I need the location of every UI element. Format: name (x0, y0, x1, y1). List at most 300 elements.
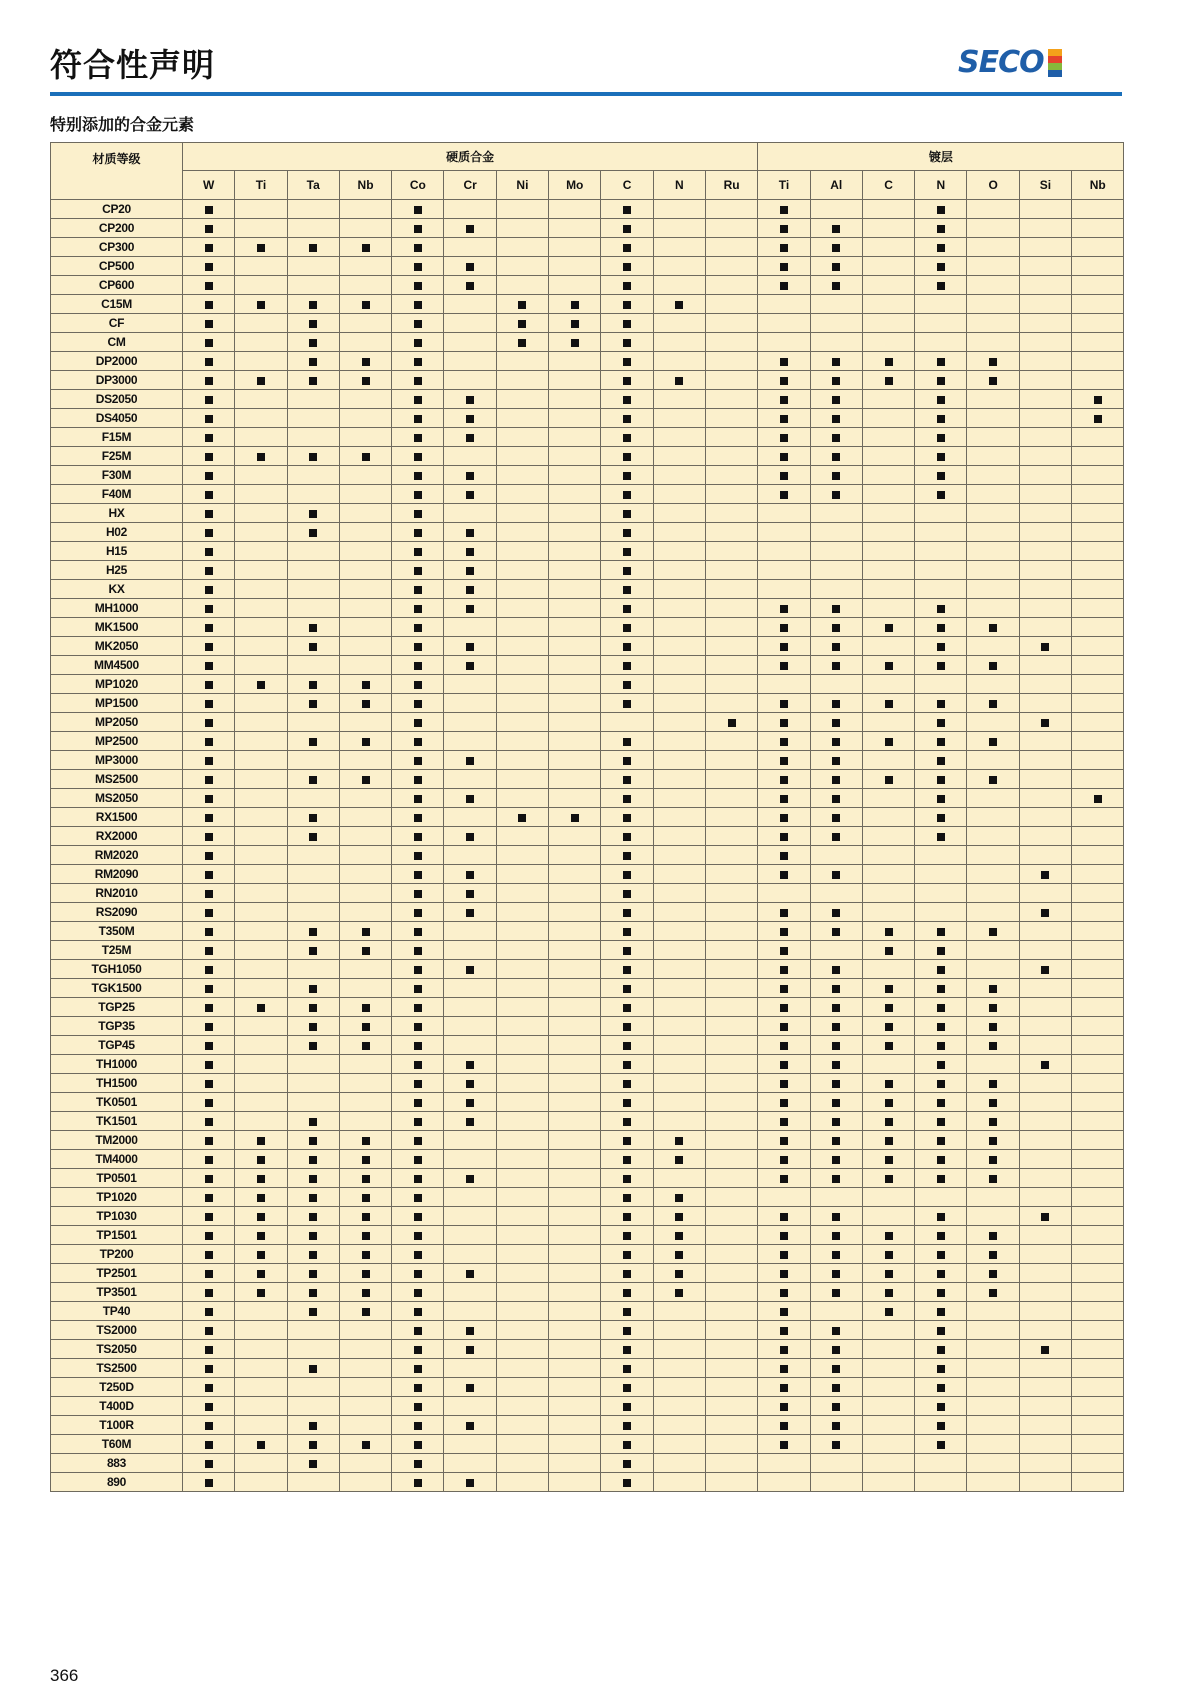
table-row (51, 1435, 1124, 1454)
element-cell (1019, 542, 1071, 561)
element-cell (549, 846, 601, 865)
present-mark (937, 1403, 945, 1411)
element-cell (183, 428, 235, 447)
present-mark (623, 1327, 631, 1335)
element-cell (705, 998, 757, 1017)
element-cell (1019, 580, 1071, 599)
element-cell (915, 200, 967, 219)
element-cell (1019, 618, 1071, 637)
element-cell (862, 352, 914, 371)
present-mark (937, 814, 945, 822)
element-cell (653, 1245, 705, 1264)
element-header-row (51, 171, 1124, 200)
present-mark (414, 377, 422, 385)
element-cell (287, 200, 339, 219)
element-cell (444, 428, 496, 447)
table-row (51, 1378, 1124, 1397)
element-cell (287, 485, 339, 504)
element-cell (862, 1264, 914, 1283)
present-mark (309, 1194, 317, 1202)
present-mark (780, 225, 788, 233)
element-cell (915, 732, 967, 751)
element-cell (183, 656, 235, 675)
present-mark (885, 1023, 893, 1031)
element-cell (549, 922, 601, 941)
present-mark (832, 1289, 840, 1297)
present-mark (414, 605, 422, 613)
element-cell (444, 1074, 496, 1093)
present-mark (466, 890, 474, 898)
element-cell (862, 846, 914, 865)
element-column-header: Cr (444, 171, 496, 200)
element-cell (287, 865, 339, 884)
present-mark (937, 453, 945, 461)
element-cell (1019, 1093, 1071, 1112)
present-mark (937, 1251, 945, 1259)
element-cell (235, 846, 287, 865)
element-cell (601, 1264, 653, 1283)
present-mark (309, 1004, 317, 1012)
element-cell (810, 390, 862, 409)
present-mark (937, 947, 945, 955)
element-cell (496, 1245, 548, 1264)
element-cell (705, 295, 757, 314)
element-cell (915, 257, 967, 276)
element-cell (287, 1055, 339, 1074)
element-cell (392, 542, 444, 561)
present-mark (362, 776, 370, 784)
element-cell (339, 941, 391, 960)
element-cell (444, 580, 496, 599)
element-cell (601, 1017, 653, 1036)
element-cell (601, 1397, 653, 1416)
element-cell (287, 466, 339, 485)
element-cell (287, 219, 339, 238)
present-mark (780, 377, 788, 385)
group-header: 镀层 (758, 143, 1124, 171)
element-cell (392, 1359, 444, 1378)
element-cell (705, 333, 757, 352)
present-mark (937, 966, 945, 974)
element-cell (549, 713, 601, 732)
element-cell (1072, 333, 1124, 352)
table-row (51, 751, 1124, 770)
table-row (51, 1150, 1124, 1169)
grade-cell: RS2090 (51, 903, 183, 922)
element-cell (705, 922, 757, 941)
element-cell (758, 295, 810, 314)
element-cell (496, 1302, 548, 1321)
element-cell (601, 1093, 653, 1112)
present-mark (205, 320, 213, 328)
element-cell (235, 504, 287, 523)
present-mark (832, 909, 840, 917)
element-cell (862, 960, 914, 979)
element-cell (758, 1226, 810, 1245)
element-cell (915, 1017, 967, 1036)
table-row (51, 1169, 1124, 1188)
element-cell (549, 656, 601, 675)
element-cell (758, 428, 810, 447)
element-cell (967, 1131, 1019, 1150)
present-mark (780, 472, 788, 480)
element-cell (183, 561, 235, 580)
element-cell (549, 1378, 601, 1397)
element-cell (810, 637, 862, 656)
element-cell (862, 409, 914, 428)
present-mark (414, 1403, 422, 1411)
element-cell (549, 1302, 601, 1321)
present-mark (205, 833, 213, 841)
present-mark (780, 244, 788, 252)
present-mark (780, 1137, 788, 1145)
present-mark (362, 1042, 370, 1050)
present-mark (780, 947, 788, 955)
element-cell (287, 1093, 339, 1112)
present-mark (309, 1251, 317, 1259)
present-mark (466, 1175, 474, 1183)
present-mark (885, 662, 893, 670)
element-cell (339, 314, 391, 333)
present-mark (362, 1194, 370, 1202)
element-cell (705, 1454, 757, 1473)
element-cell (235, 219, 287, 238)
element-cell (1072, 390, 1124, 409)
element-cell (1019, 960, 1071, 979)
present-mark (623, 1289, 631, 1297)
element-column-header: N (915, 171, 967, 200)
present-mark (205, 662, 213, 670)
element-cell (235, 238, 287, 257)
present-mark (309, 453, 317, 461)
element-cell (862, 941, 914, 960)
element-cell (549, 941, 601, 960)
element-cell (392, 295, 444, 314)
present-mark (780, 1156, 788, 1164)
element-cell (653, 694, 705, 713)
present-mark (309, 320, 317, 328)
element-cell (287, 960, 339, 979)
element-cell (183, 219, 235, 238)
table-row (51, 390, 1124, 409)
element-cell (967, 1055, 1019, 1074)
element-cell (758, 884, 810, 903)
element-cell (496, 1036, 548, 1055)
present-mark (780, 1365, 788, 1373)
present-mark (571, 320, 579, 328)
element-cell (915, 1454, 967, 1473)
present-mark (414, 1346, 422, 1354)
element-cell (235, 561, 287, 580)
element-cell (496, 1454, 548, 1473)
element-cell (1019, 656, 1071, 675)
element-cell (1072, 675, 1124, 694)
present-mark (623, 358, 631, 366)
element-cell (862, 238, 914, 257)
grade-cell: MK1500 (51, 618, 183, 637)
present-mark (937, 1365, 945, 1373)
element-cell (235, 352, 287, 371)
present-mark (205, 1327, 213, 1335)
element-cell (601, 1055, 653, 1074)
element-cell (183, 447, 235, 466)
element-cell (235, 1226, 287, 1245)
element-cell (1072, 637, 1124, 656)
element-cell (601, 1321, 653, 1340)
element-cell (496, 1074, 548, 1093)
element-cell (392, 1112, 444, 1131)
element-cell (705, 808, 757, 827)
element-cell (1072, 1131, 1124, 1150)
element-cell (653, 333, 705, 352)
element-cell (549, 694, 601, 713)
present-mark (414, 586, 422, 594)
element-cell (653, 599, 705, 618)
present-mark (989, 1042, 997, 1050)
element-cell (653, 1454, 705, 1473)
present-mark (623, 1023, 631, 1031)
element-cell (915, 960, 967, 979)
element-cell (1019, 276, 1071, 295)
present-mark (780, 282, 788, 290)
element-cell (967, 618, 1019, 637)
element-cell (287, 409, 339, 428)
present-mark (362, 738, 370, 746)
element-cell (967, 1150, 1019, 1169)
present-mark (780, 719, 788, 727)
element-cell (653, 314, 705, 333)
element-cell (705, 827, 757, 846)
element-cell (287, 428, 339, 447)
element-cell (705, 979, 757, 998)
element-cell (287, 732, 339, 751)
present-mark (309, 1270, 317, 1278)
element-cell (392, 219, 444, 238)
present-mark (257, 1137, 265, 1145)
present-mark (623, 1004, 631, 1012)
present-mark (885, 1232, 893, 1240)
element-cell (653, 1359, 705, 1378)
present-mark (623, 795, 631, 803)
present-mark (780, 966, 788, 974)
element-cell (444, 1226, 496, 1245)
present-mark (257, 377, 265, 385)
element-cell (549, 618, 601, 637)
element-cell (862, 1283, 914, 1302)
grade-cell: TP2501 (51, 1264, 183, 1283)
element-cell (287, 1131, 339, 1150)
present-mark (623, 244, 631, 252)
element-cell (549, 770, 601, 789)
element-cell (601, 1207, 653, 1226)
element-cell (705, 1397, 757, 1416)
element-cell (601, 1131, 653, 1150)
present-mark (257, 1213, 265, 1221)
element-cell (915, 1112, 967, 1131)
element-cell (235, 770, 287, 789)
present-mark (466, 1479, 474, 1487)
grade-cell: TK0501 (51, 1093, 183, 1112)
element-cell (287, 884, 339, 903)
element-cell (235, 466, 287, 485)
element-cell (601, 789, 653, 808)
element-cell (1019, 1378, 1071, 1397)
element-cell (862, 219, 914, 238)
element-cell (653, 238, 705, 257)
element-cell (183, 1074, 235, 1093)
present-mark (571, 339, 579, 347)
element-cell (287, 1416, 339, 1435)
table-row (51, 580, 1124, 599)
present-mark (466, 396, 474, 404)
element-cell (339, 428, 391, 447)
present-mark (414, 1479, 422, 1487)
present-mark (885, 1137, 893, 1145)
element-cell (1072, 428, 1124, 447)
present-mark (466, 662, 474, 670)
element-cell (549, 504, 601, 523)
element-cell (235, 1036, 287, 1055)
present-mark (623, 339, 631, 347)
element-cell (1019, 1169, 1071, 1188)
element-cell (496, 1169, 548, 1188)
element-cell (1019, 219, 1071, 238)
present-mark (362, 1251, 370, 1259)
present-mark (205, 434, 213, 442)
present-mark (832, 1441, 840, 1449)
present-mark (885, 928, 893, 936)
element-column-header: Ta (287, 171, 339, 200)
element-cell (496, 827, 548, 846)
grade-cell: 890 (51, 1473, 183, 1492)
element-cell (967, 1378, 1019, 1397)
element-cell (758, 1359, 810, 1378)
element-cell (183, 1226, 235, 1245)
present-mark (780, 1213, 788, 1221)
element-cell (496, 960, 548, 979)
element-cell (287, 846, 339, 865)
element-cell (705, 504, 757, 523)
element-cell (967, 808, 1019, 827)
element-cell (183, 1112, 235, 1131)
element-cell (915, 1473, 967, 1492)
element-cell (183, 1454, 235, 1473)
present-mark (675, 1213, 683, 1221)
element-cell (496, 447, 548, 466)
element-cell (967, 561, 1019, 580)
element-cell (392, 1397, 444, 1416)
element-cell (705, 561, 757, 580)
table-row (51, 827, 1124, 846)
present-mark (205, 377, 213, 385)
element-cell (444, 675, 496, 694)
present-mark (937, 1118, 945, 1126)
present-mark (780, 1251, 788, 1259)
present-mark (309, 776, 317, 784)
element-cell (1072, 979, 1124, 998)
element-cell (339, 1378, 391, 1397)
element-cell (444, 770, 496, 789)
element-cell (287, 1207, 339, 1226)
present-mark (205, 681, 213, 689)
element-cell (705, 1074, 757, 1093)
group-header-row (51, 143, 1124, 171)
element-cell (496, 466, 548, 485)
element-cell (915, 1169, 967, 1188)
present-mark (362, 1441, 370, 1449)
present-mark (937, 795, 945, 803)
present-mark (885, 1080, 893, 1088)
element-cell (392, 998, 444, 1017)
element-cell (339, 903, 391, 922)
element-cell (287, 789, 339, 808)
element-cell (549, 1454, 601, 1473)
element-cell (967, 428, 1019, 447)
element-cell (287, 1017, 339, 1036)
present-mark (780, 491, 788, 499)
present-mark (1041, 719, 1049, 727)
present-mark (623, 681, 631, 689)
element-cell (810, 200, 862, 219)
element-cell (653, 979, 705, 998)
element-cell (915, 314, 967, 333)
element-cell (1019, 1226, 1071, 1245)
element-cell (235, 1359, 287, 1378)
element-cell (810, 1359, 862, 1378)
present-mark (937, 225, 945, 233)
element-cell (549, 276, 601, 295)
element-cell (183, 1416, 235, 1435)
element-cell (915, 542, 967, 561)
element-cell (496, 542, 548, 561)
element-cell (1072, 1150, 1124, 1169)
present-mark (623, 567, 631, 575)
present-mark (466, 225, 474, 233)
element-cell (549, 808, 601, 827)
element-cell (1072, 257, 1124, 276)
element-cell (758, 485, 810, 504)
element-cell (287, 523, 339, 542)
present-mark (675, 377, 683, 385)
element-cell (705, 1359, 757, 1378)
element-cell (183, 827, 235, 846)
element-cell (1072, 827, 1124, 846)
element-cell (967, 1264, 1019, 1283)
element-cell (339, 409, 391, 428)
element-cell (392, 1131, 444, 1150)
element-cell (915, 219, 967, 238)
element-cell (287, 561, 339, 580)
element-cell (1019, 751, 1071, 770)
element-cell (287, 1359, 339, 1378)
element-cell (601, 580, 653, 599)
element-cell (705, 580, 757, 599)
element-cell (235, 371, 287, 390)
element-cell (549, 409, 601, 428)
present-mark (205, 1232, 213, 1240)
element-cell (392, 732, 444, 751)
element-cell (810, 1378, 862, 1397)
element-cell (339, 238, 391, 257)
element-cell (705, 789, 757, 808)
element-cell (444, 1112, 496, 1131)
element-cell (705, 1017, 757, 1036)
grade-cell: MK2050 (51, 637, 183, 656)
element-cell (1072, 314, 1124, 333)
element-cell (705, 257, 757, 276)
present-mark (205, 1441, 213, 1449)
element-cell (915, 1359, 967, 1378)
